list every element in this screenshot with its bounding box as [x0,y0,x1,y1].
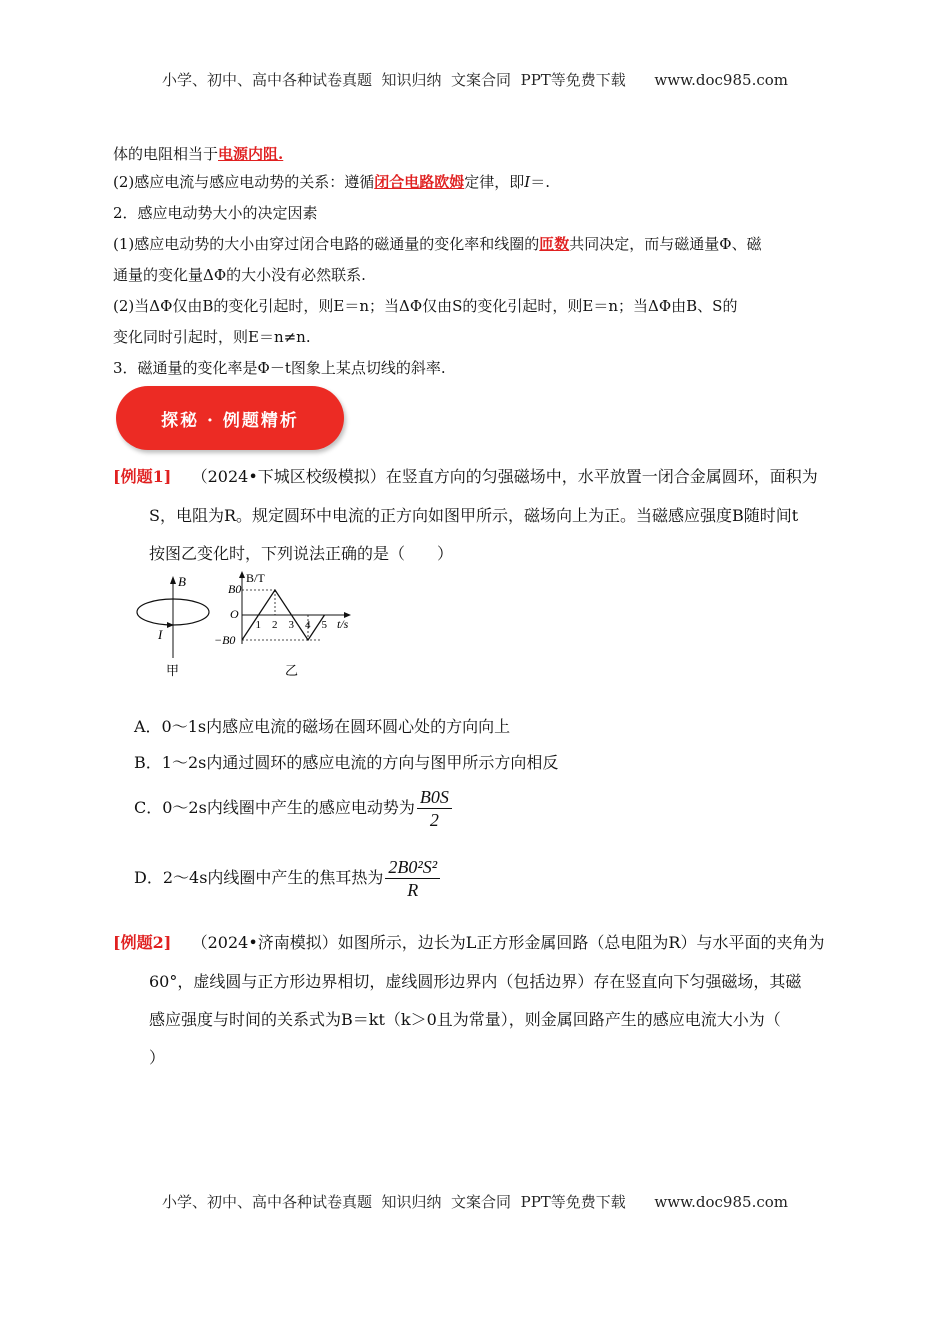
example-2-line-1 [113,924,843,962]
example-1-tag: [例题1] [113,467,172,486]
note-line-7: 变化同时引起时，则E＝n≠n. [113,328,311,346]
note-line-6: (2)当ΔΦ仅由B的变化引起时，则E＝n；当ΔΦ仅由S的变化引起时，则E＝n；当ΔΦ由B、S的 [113,297,738,315]
x-tick-label: 3 [288,619,294,631]
note-text: 共同决定，而与磁通量Φ、磁 [569,235,762,253]
x-tick-label: 2 [272,619,278,631]
example-1-figure [125,570,365,682]
option-d[interactable] [134,856,440,901]
note-text: (1)感应电动势的大小由穿过闭合电路的磁通量的变化率和线圈的 [113,235,540,253]
highlight-text: 闭合电路欧姆 [374,173,465,191]
page-header: 小学、初中、高中各种试卷真题 知识归纳 文案合同 PPT等免费下载 www.doc985.com [161,71,788,89]
example-1-line-3: 按图乙变化时，下列说法正确的是（ ） [149,544,454,563]
note-text: 定律，即 [464,173,525,191]
example-2-tag: [例题2] [113,933,172,952]
fraction-denominator: 2 [429,810,439,830]
example-text: （2024•下城区校级模拟）在竖直方向的匀强磁场中，水平放置一闭合金属圆环，面积为 [191,467,818,486]
highlight-text: 电源内阻. [218,145,284,163]
option-c-fraction [417,786,452,831]
x-tick-label: 5 [321,619,327,631]
figure-label-jia: 甲 [166,663,180,678]
fraction-numerator: B0S [417,786,452,809]
figure-label-yi: 乙 [285,663,299,678]
section-heading-3: 3．磁通量的变化率是Φ－t图象上某点切线的斜率. [113,359,446,377]
b-t-graph [214,571,351,678]
example-2-line-2: 60°，虚线圆与正方形边界相切，虚线圆形边界内（包括边界）存在竖直向下匀强磁场，其磁 [149,972,802,991]
fraction-numerator: 2B0²S² [385,856,440,879]
x-tick-label: 4 [305,619,311,631]
note-text: (2)感应电流与感应电动势的关系：遵循 [113,173,375,191]
note-text: 体的电阻相当于 [113,145,219,163]
option-c[interactable] [134,786,452,831]
y-axis-arrow-icon [239,571,245,578]
x-tick-labels [256,619,328,631]
fraction-denominator: R [407,880,419,900]
field-arrow-icon [170,576,176,584]
example-1-line-1 [113,458,843,496]
option-b[interactable]: B．1～2s内通过圆环的感应电流的方向与图甲所示方向相反 [134,753,559,772]
b0-tick-label: B0 [228,582,242,596]
option-c-text: C．0～2s内线圈中产生的感应电动势为 [134,798,415,817]
option-a[interactable]: A．0～1s内感应电流的磁场在圆环圆心处的方向向上 [134,717,511,736]
i-label: I [158,627,163,642]
ring-diagram [137,574,209,678]
note-line-2 [113,172,838,192]
option-d-fraction [385,856,440,901]
neg-b0-tick-label: −B0 [214,633,236,647]
page-footer: 小学、初中、高中各种试卷真题 知识归纳 文案合同 PPT等免费下载 www.doc985.com [161,1193,788,1211]
note-text: ＝. [530,173,550,191]
section-banner: 探秘 · 例题精析 [116,386,344,450]
example-text: （2024•济南模拟）如图所示，边长为L正方形金属回路（总电阻为R）与水平面的夹角为 [191,933,825,952]
section-heading-2: 2．感应电动势大小的决定因素 [113,204,318,222]
x-tick-label: 1 [255,619,261,631]
example-2-line-4: ） [149,1048,166,1067]
highlight-text: 匝数 [539,235,570,253]
note-line-1 [113,144,838,164]
origin-label: O [230,607,239,621]
example-2-line-3: 感应强度与时间的关系式为B＝kt（k＞0且为常量），则金属回路产生的感应电流大小为（ [149,1010,781,1029]
note-line-4 [113,234,838,254]
b-label: B [178,574,186,589]
option-d-text: D．2～4s内线圈中产生的焦耳热为 [134,868,384,887]
y-axis-label: B/T [246,571,265,585]
example-1-line-2: S，电阻为R。规定圆环中电流的正方向如图甲所示，磁场向上为正。当磁感应强度B随时间t [149,506,799,525]
note-symbol: I [524,173,531,191]
x-axis-label: t/s [337,617,349,631]
note-line-5: 通量的变化量ΔΦ的大小没有必然联系. [113,266,366,284]
